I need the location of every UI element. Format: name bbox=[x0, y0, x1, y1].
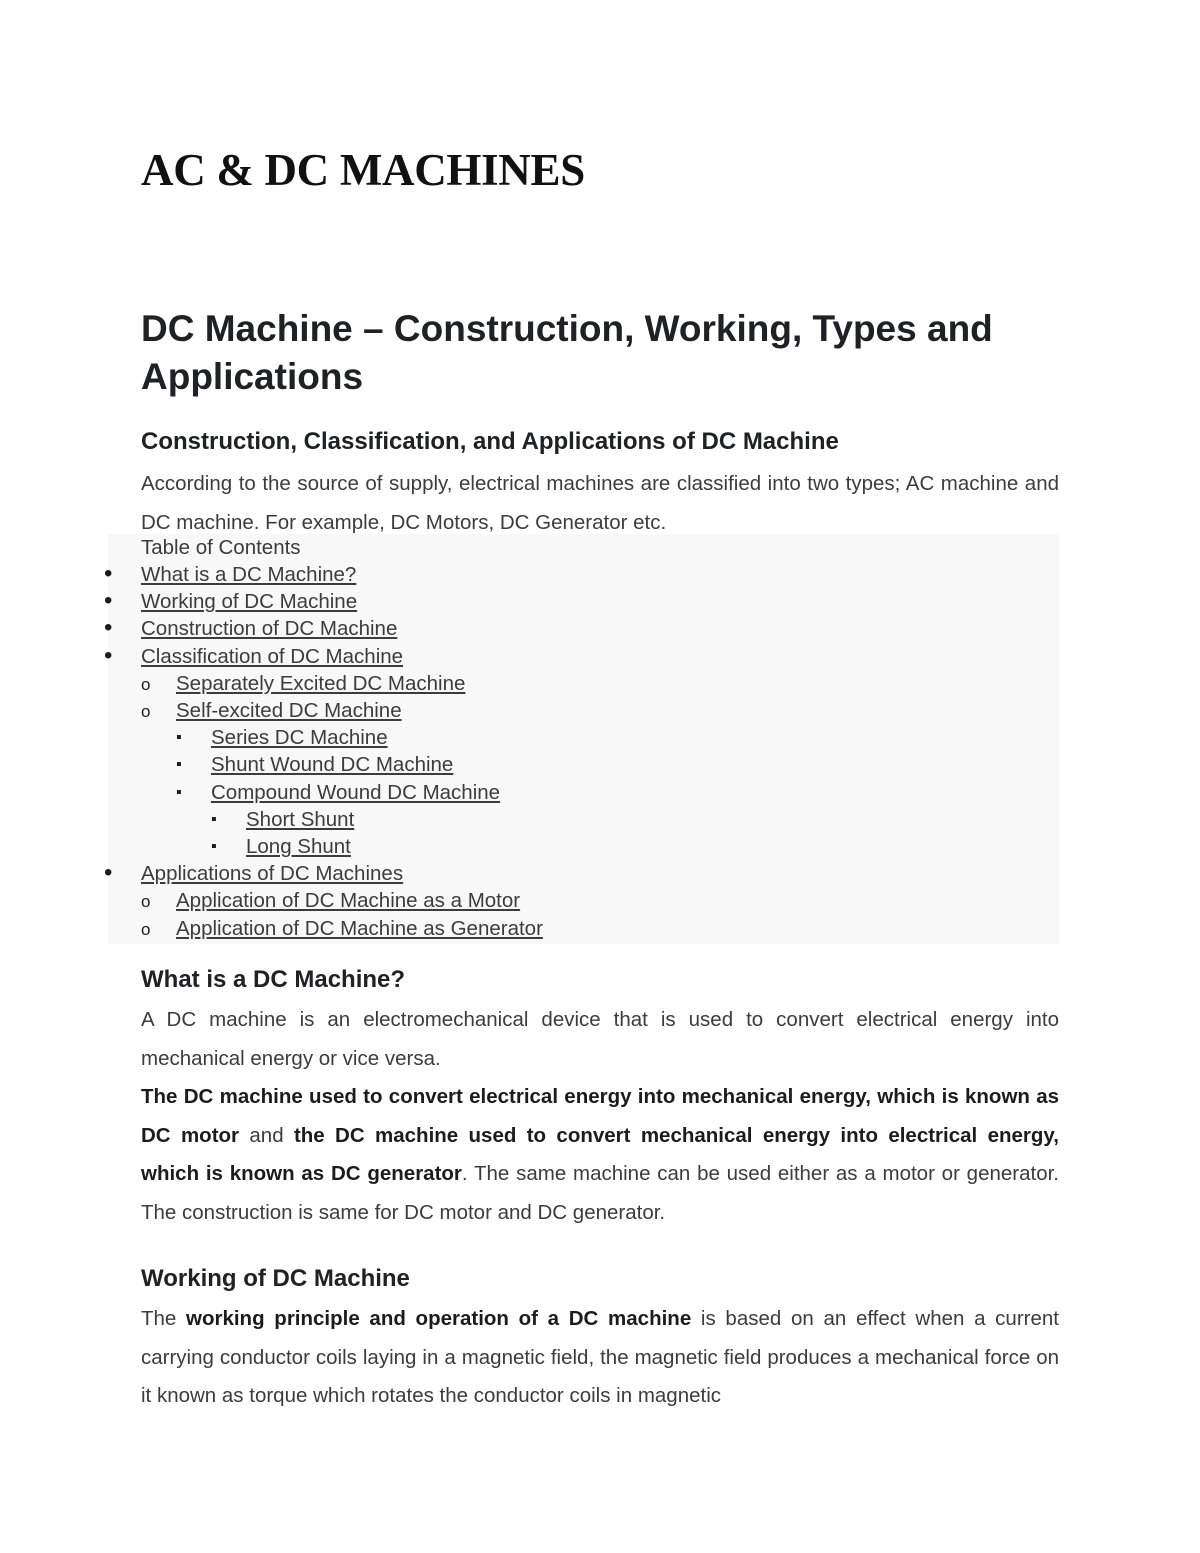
article-title: DC Machine – Construction, Working, Types and Applications bbox=[141, 308, 993, 397]
toc-bullet-icon: • bbox=[104, 560, 113, 587]
toc-bullet-icon: ▪ bbox=[176, 729, 182, 747]
toc-item bbox=[176, 697, 402, 724]
toc-link[interactable]: Short Shunt bbox=[246, 807, 355, 831]
toc-link[interactable]: Classification of DC Machine bbox=[141, 644, 404, 668]
toc-item bbox=[176, 887, 520, 914]
toc-item bbox=[141, 643, 403, 670]
toc-link[interactable]: Compound Wound DC Machine bbox=[211, 780, 501, 804]
toc-bullet-icon: • bbox=[104, 641, 113, 669]
working-text-start: The bbox=[141, 1307, 187, 1330]
toc-bullet-icon: ▪ bbox=[211, 810, 217, 828]
working-paragraph bbox=[141, 1300, 1059, 1416]
toc-link[interactable]: What is a DC Machine? bbox=[141, 563, 357, 586]
toc-bullet-icon: o bbox=[141, 892, 151, 912]
toc-title: Table of Contents bbox=[141, 536, 301, 559]
document-title: AC & DC MACHINES bbox=[141, 145, 585, 195]
toc-link[interactable]: Application of DC Machine as a Motor bbox=[176, 889, 521, 913]
toc-item bbox=[211, 779, 500, 806]
toc-link[interactable]: Series DC Machine bbox=[211, 726, 388, 750]
intro-paragraph: According to the source of supply, electrical machines are classified into two types; AC machine and DC machine. For example, DC Motors, DC Generator etc. bbox=[141, 472, 1059, 534]
toc-link[interactable]: Long Shunt bbox=[246, 835, 351, 858]
paragraph-rest: . The same machine can be used either as a motor or generator. The construction is same for DC motor and DC generator. bbox=[141, 1162, 1059, 1224]
toc-bullet-icon: ▪ bbox=[176, 756, 182, 774]
toc-bullet-icon: • bbox=[104, 859, 113, 887]
toc-item bbox=[141, 561, 356, 588]
toc-item bbox=[141, 615, 397, 642]
toc-bullet-icon: • bbox=[104, 587, 113, 615]
toc-link[interactable]: Working of DC Machine bbox=[141, 590, 358, 614]
toc-bullet-icon: ▪ bbox=[211, 838, 217, 855]
toc-link[interactable]: Separately Excited DC Machine bbox=[176, 671, 466, 695]
what-is-paragraph: A DC machine is an electromechanical device that is used to convert electrical energy into mechanical energy or vice versa. bbox=[141, 1008, 1059, 1070]
toc-link[interactable]: Self-excited DC Machine bbox=[176, 699, 402, 722]
toc-item bbox=[176, 915, 543, 942]
working-principle-bold: working principle and operation of a DC machine bbox=[186, 1307, 692, 1330]
toc-item bbox=[176, 670, 465, 697]
dc-motor-definition: The DC machine used to convert electrical energy into mechanical energy, which is known as DC motor bbox=[141, 1085, 1059, 1147]
toc-bullet-icon: o bbox=[141, 919, 151, 939]
dc-generator-definition: the DC machine used to convert mechanical energy into electrical energy, which is known as DC generator bbox=[141, 1123, 1059, 1185]
toc-bullet-icon: ▪ bbox=[176, 783, 182, 801]
toc-item bbox=[141, 860, 403, 887]
toc-bullet-icon: • bbox=[104, 614, 113, 642]
toc-item bbox=[246, 833, 351, 860]
toc-link[interactable]: Application of DC Machine as Generator bbox=[176, 916, 543, 940]
toc-link[interactable]: Construction of DC Machine bbox=[141, 617, 398, 641]
dc-motor-generator-paragraph bbox=[141, 1078, 1059, 1232]
toc-bullet-icon: o bbox=[141, 702, 151, 721]
section-heading-working: Working of DC Machine bbox=[141, 1265, 410, 1292]
toc-item bbox=[211, 724, 388, 751]
toc-item bbox=[246, 806, 354, 833]
section-heading-what-is: What is a DC Machine? bbox=[141, 966, 406, 993]
toc-bullet-icon: o bbox=[141, 674, 151, 694]
working-text-rest: is based on an effect when a current carrying conductor coils laying in a magnetic field, the magnetic field produces a mechanical force on it known as torque which rotates the conductor coils in magnetic bbox=[141, 1307, 1059, 1407]
toc-link[interactable]: Applications of DC Machines bbox=[141, 862, 404, 886]
toc-item bbox=[141, 588, 357, 615]
conjunction-text: and bbox=[239, 1123, 294, 1147]
toc-link[interactable]: Shunt Wound DC Machine bbox=[211, 753, 454, 777]
section-heading-construction: Construction, Classification, and Applications of DC Machine bbox=[141, 428, 839, 455]
toc-item bbox=[211, 751, 453, 778]
